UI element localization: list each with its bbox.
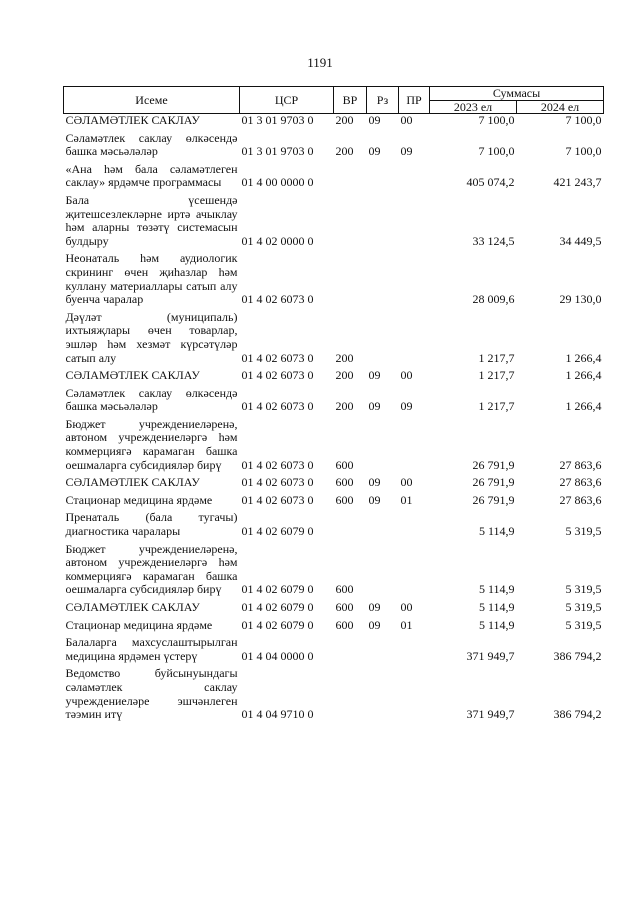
row-pr: 09 bbox=[400, 144, 413, 159]
row-vr bbox=[334, 163, 367, 194]
table-row bbox=[64, 369, 604, 387]
row-sum-2023: 5 114,9 bbox=[478, 582, 515, 597]
row-sum-2024: 5 319,5 bbox=[565, 600, 602, 614]
row-csr: 01 4 04 9710 0 bbox=[241, 707, 314, 722]
table-row bbox=[64, 387, 604, 418]
row-name: Стационар медицина ярдәме bbox=[65, 492, 213, 507]
row-rz: 09 bbox=[368, 600, 381, 614]
header-pr: ПР bbox=[399, 87, 430, 114]
row-csr: 01 4 02 6073 0 bbox=[241, 492, 314, 507]
row-sum-2024: 5 319,5 bbox=[565, 524, 602, 539]
row-csr: 01 4 02 6079 0 bbox=[241, 524, 314, 539]
row-vr bbox=[334, 252, 367, 310]
row-sum-2024: 27 863,6 bbox=[559, 492, 602, 507]
row-pr: 00 bbox=[400, 113, 413, 127]
row-csr: 01 4 02 6079 0 bbox=[241, 582, 314, 597]
row-csr: 01 4 02 0000 0 bbox=[241, 233, 314, 248]
row-sum-2023: 28 009,6 bbox=[472, 292, 515, 307]
row-vr: 200 bbox=[335, 144, 354, 159]
row-name: Неонаталь һәм аудиологик скрининг өчен җиһазлар һәм куллану материаллары сатып алу буенча чаралар bbox=[65, 251, 238, 307]
row-vr: 200 bbox=[335, 368, 354, 383]
row-vr: 200 bbox=[335, 350, 354, 365]
row-sum-2024: 1 266,4 bbox=[565, 399, 602, 414]
row-csr: 01 4 02 6073 0 bbox=[241, 350, 314, 365]
row-rz: 09 bbox=[368, 492, 381, 507]
row-rz bbox=[367, 511, 399, 542]
row-pr: 00 bbox=[400, 368, 413, 383]
row-vr: 600 bbox=[335, 600, 354, 614]
row-pr: 00 bbox=[400, 475, 413, 490]
table-row bbox=[64, 476, 604, 494]
header-sums: Суммасы bbox=[430, 87, 604, 101]
row-sum-2024: 421 243,7 bbox=[553, 175, 602, 190]
row-csr: 01 4 00 0000 0 bbox=[241, 175, 314, 190]
header-rz: Рз bbox=[367, 87, 399, 114]
row-name: Дәүләт (муниципаль) ихтыяҗлары өчен товарлар, эшләр һәм хезмәт күрсәтүләр сатып алу bbox=[65, 309, 238, 365]
row-name: Пренаталь (бала тугачы) диагностика чаралары bbox=[65, 510, 238, 539]
row-name: Балаларга махсуслаштырылган медицина ярдәмен үстерү bbox=[65, 635, 238, 663]
row-pr: 09 bbox=[400, 399, 413, 414]
row-sum-2023: 26 791,9 bbox=[472, 457, 515, 472]
row-sum-2023: 5 114,9 bbox=[478, 617, 515, 632]
table-row bbox=[64, 543, 604, 601]
row-pr bbox=[399, 511, 430, 542]
row-name: СӘЛАМӘТЛЕК САКЛАУ bbox=[65, 600, 200, 614]
row-vr bbox=[334, 667, 367, 725]
row-vr: 600 bbox=[335, 457, 354, 472]
row-name: СӘЛАМӘТЛЕК САКЛАУ bbox=[65, 113, 200, 127]
row-csr: 01 3 01 9703 0 bbox=[241, 113, 314, 127]
row-sum-2024: 34 449,5 bbox=[559, 233, 602, 248]
row-sum-2024: 29 130,0 bbox=[559, 292, 602, 307]
table-body bbox=[64, 114, 604, 726]
row-sum-2023: 405 074,2 bbox=[466, 175, 515, 190]
row-pr bbox=[399, 163, 430, 194]
row-csr: 01 4 02 6073 0 bbox=[241, 399, 314, 414]
row-vr bbox=[334, 636, 367, 667]
row-name: «Ана һәм бала сәламәтлеген саклау» ярдәмче программасы bbox=[65, 161, 238, 190]
row-pr bbox=[399, 667, 430, 725]
table-row bbox=[64, 132, 604, 163]
row-pr: 00 bbox=[400, 600, 413, 614]
row-sum-2023: 5 114,9 bbox=[478, 600, 515, 614]
row-pr bbox=[399, 252, 430, 310]
row-vr: 600 bbox=[335, 617, 354, 632]
row-sum-2024: 5 319,5 bbox=[565, 582, 602, 597]
row-rz: 09 bbox=[368, 368, 381, 383]
table-row bbox=[64, 636, 604, 667]
row-csr: 01 4 02 6079 0 bbox=[241, 617, 314, 632]
row-vr: 600 bbox=[335, 582, 354, 597]
row-sum-2024: 386 794,2 bbox=[553, 707, 602, 722]
row-pr: 01 bbox=[400, 617, 413, 632]
row-sum-2023: 7 100,0 bbox=[478, 113, 515, 127]
table-row bbox=[64, 511, 604, 542]
row-rz bbox=[367, 163, 399, 194]
table-row bbox=[64, 114, 604, 132]
row-sum-2024: 1 266,4 bbox=[565, 368, 602, 383]
row-rz: 09 bbox=[368, 144, 381, 159]
row-pr bbox=[399, 311, 430, 369]
table-row bbox=[64, 601, 604, 619]
row-pr bbox=[399, 194, 430, 252]
table-row bbox=[64, 194, 604, 252]
table-row bbox=[64, 418, 604, 476]
row-csr: 01 4 04 0000 0 bbox=[241, 648, 314, 663]
row-name: СӘЛАМӘТЛЕК САКЛАУ bbox=[65, 475, 200, 490]
row-pr bbox=[399, 418, 430, 476]
page-number: 1191 bbox=[307, 55, 333, 70]
row-vr: 600 bbox=[335, 492, 354, 507]
header-year-2023: 2023 ел bbox=[430, 100, 517, 114]
row-vr: 200 bbox=[335, 399, 354, 414]
row-rz bbox=[367, 543, 399, 601]
row-sum-2024: 7 100,0 bbox=[565, 113, 602, 127]
row-sum-2023: 1 217,7 bbox=[478, 399, 515, 414]
row-sum-2024: 27 863,6 bbox=[559, 475, 602, 490]
table-row bbox=[64, 667, 604, 725]
row-sum-2024: 1 266,4 bbox=[565, 350, 602, 365]
header-csr: ЦСР bbox=[240, 87, 334, 114]
row-rz bbox=[367, 418, 399, 476]
row-sum-2023: 26 791,9 bbox=[472, 492, 515, 507]
row-pr bbox=[399, 543, 430, 601]
row-pr bbox=[399, 636, 430, 667]
row-rz: 09 bbox=[368, 399, 381, 414]
row-csr: 01 4 02 6073 0 bbox=[241, 368, 314, 383]
row-rz: 09 bbox=[368, 113, 381, 127]
row-pr: 01 bbox=[400, 492, 413, 507]
row-csr: 01 4 02 6073 0 bbox=[241, 292, 314, 307]
row-sum-2023: 1 217,7 bbox=[478, 368, 515, 383]
header-name: Исеме bbox=[64, 87, 240, 114]
header-year-2024: 2024 ел bbox=[517, 100, 604, 114]
row-name: Сәламәтлек саклау өлкәсендә башка мәсьәләләр bbox=[65, 130, 238, 159]
row-vr: 200 bbox=[335, 113, 354, 127]
row-name: Сәламәтлек саклау өлкәсендә башка мәсьәләләр bbox=[65, 385, 238, 414]
table-row bbox=[64, 252, 604, 310]
row-sum-2024: 7 100,0 bbox=[565, 144, 602, 159]
table-row bbox=[64, 163, 604, 194]
row-sum-2023: 33 124,5 bbox=[472, 233, 515, 248]
header-vr: ВР bbox=[334, 87, 367, 114]
row-name: Стационар медицина ярдәме bbox=[65, 617, 213, 632]
row-rz bbox=[367, 311, 399, 369]
row-sum-2023: 1 217,7 bbox=[478, 350, 515, 365]
row-rz: 09 bbox=[368, 475, 381, 490]
row-csr: 01 3 01 9703 0 bbox=[241, 144, 314, 159]
row-vr: 600 bbox=[335, 475, 354, 490]
table-header bbox=[64, 87, 604, 114]
row-name: СӘЛАМӘТЛЕК САКЛАУ bbox=[65, 368, 200, 383]
row-csr: 01 4 02 6079 0 bbox=[241, 600, 314, 614]
row-rz: 09 bbox=[368, 617, 381, 632]
row-sum-2023: 26 791,9 bbox=[472, 475, 515, 490]
table-row bbox=[64, 619, 604, 637]
row-name: Бюджет учреждениеләренә, автоном учреждениеләргә һәм коммерциягә карамаган башка оешмаларга субсидияләр бирү bbox=[65, 416, 238, 472]
budget-table bbox=[63, 86, 604, 726]
row-sum-2023: 7 100,0 bbox=[478, 144, 515, 159]
row-sum-2024: 27 863,6 bbox=[559, 457, 602, 472]
row-rz bbox=[367, 667, 399, 725]
row-rz bbox=[367, 194, 399, 252]
row-sum-2024: 386 794,2 bbox=[553, 648, 602, 663]
row-csr: 01 4 02 6073 0 bbox=[241, 457, 314, 472]
row-name: Бала үсешендә җитешсезлекләрне иртә ачыклау һәм аларны төзәтү системасын булдыру bbox=[65, 192, 238, 248]
row-csr: 01 4 02 6073 0 bbox=[241, 475, 314, 490]
row-name: Ведомство буйсынуындагы сәламәтлек саклау учреждениеләре эшчәнлеген тәэмин итү bbox=[65, 666, 238, 722]
row-sum-2023: 371 949,7 bbox=[466, 648, 515, 663]
row-vr bbox=[334, 511, 367, 542]
table-row bbox=[64, 494, 604, 512]
row-sum-2023: 371 949,7 bbox=[466, 707, 515, 722]
row-vr bbox=[334, 194, 367, 252]
row-rz bbox=[367, 252, 399, 310]
table-row bbox=[64, 311, 604, 369]
row-sum-2024: 5 319,5 bbox=[565, 617, 602, 632]
row-rz bbox=[367, 636, 399, 667]
row-sum-2023: 5 114,9 bbox=[478, 524, 515, 539]
row-name: Бюджет учреждениеләренә, автоном учреждениеләргә һәм коммерциягә карамаган башка оешмаларга субсидияләр бирү bbox=[65, 541, 238, 597]
